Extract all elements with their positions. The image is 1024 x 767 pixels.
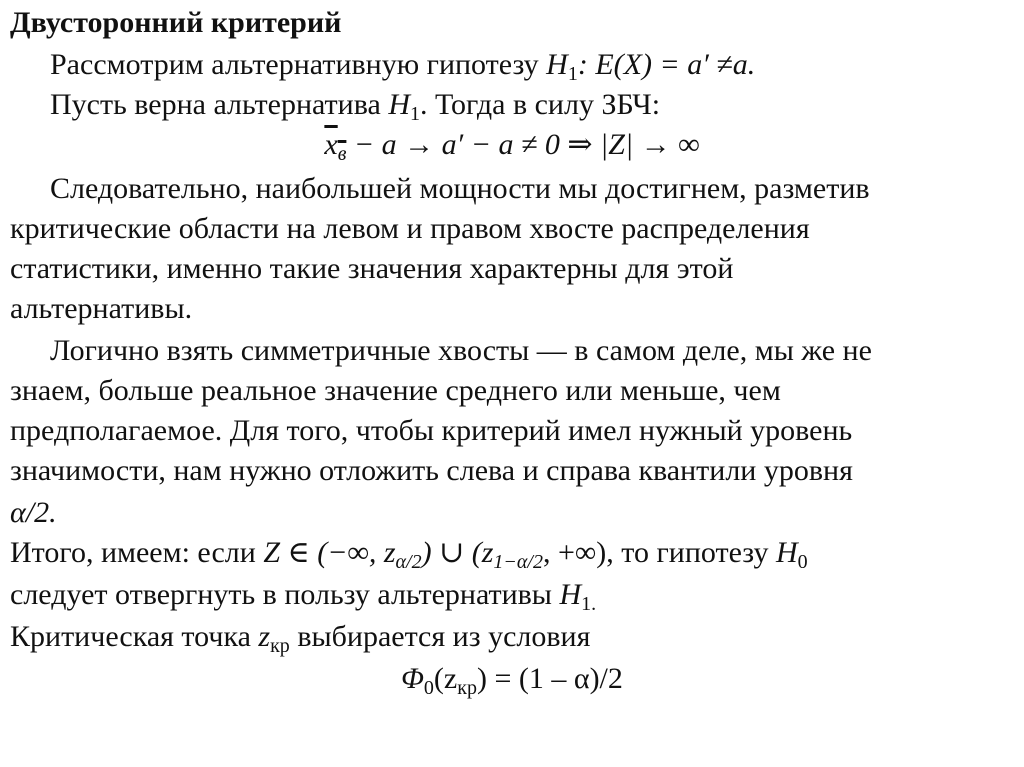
conclusion-end: , +∞), то гипотезу [542,536,776,569]
formula-xbar: $x_в$ [324,128,347,165]
alternative-text: Пусть верна альтернатива [50,88,389,121]
formula-phi-sub: 0 [423,677,434,699]
formula-lln-rest: − a → a′ − a ≠ 0 ⇒ |Z| → ∞ [346,128,700,161]
critical-rest: выбирается из условия [289,620,591,653]
paragraph2-line5: α/2. [10,496,57,529]
critical-z: z [258,620,271,653]
formula-critical [0,662,1024,699]
conclusion-h1: H [559,578,582,611]
slide-title: Двусторонний критерий [10,6,342,39]
conclusion-h0: H [776,536,798,569]
hypothesis-symbol: H [546,48,568,81]
formula-rest: ) = (1 – α)/2 [476,662,623,695]
paragraph2-line1: Логично взять симметричные хвосты — в самом деле, мы же не [50,334,872,367]
hypothesis-subscript: 1 [567,63,578,85]
critical-point-line [10,620,591,657]
formula-lln [0,128,1024,165]
conclusion-text: Итого, имеем: если [10,536,264,569]
paragraph1-line3: статистики, именно такие значения характерны для этой [10,252,734,285]
alternative-subscript: 1 [409,103,420,125]
hypothesis-text: Рассмотрим альтернативную гипотезу [50,48,547,81]
conclusion-line1 [10,536,808,573]
formula-kr-sub: кр [457,677,477,699]
conclusion-h1-sub: 1. [581,593,597,615]
critical-text: Критическая точка [10,620,259,653]
paragraph2-line4: значимости, нам нужно отложить слева и справа квантили уровня [10,454,853,487]
hypothesis-expression: : E(X) = a′ ≠a. [577,48,756,81]
formula-open: (z [433,662,458,695]
conclusion-sub-right: 1−α/2 [493,551,543,573]
conclusion-union: ) ∪ (z [421,536,494,569]
conclusion-set: Z ∈ (−∞, z [263,536,396,569]
paragraph1-line2: критические области на левом и правом хвосте распределения [10,212,810,245]
alternative-symbol: H [388,88,410,121]
paragraph1-line4: альтернативы. [10,292,193,325]
critical-sub: кр [270,635,290,657]
paragraph2-line3: предполагаемое. Для того, чтобы критерий имел нужный уровень [10,414,853,447]
formula-phi: Φ [401,662,424,695]
conclusion-line2 [10,578,597,615]
conclusion-sub-left: α/2 [395,551,422,573]
paragraph1-line1: Следовательно, наибольшей мощности мы достигнем, разметив [50,172,870,205]
conclusion-h0-sub: 0 [797,551,808,573]
alternative-line [50,88,661,125]
conclusion-reject-text: следует отвергнуть в пользу альтернативы [10,578,560,611]
hypothesis-line [50,48,756,85]
paragraph2-line2: знаем, больше реальное значение среднего или меньше, чем [10,374,781,407]
alternative-rest: . Тогда в силу ЗБЧ: [419,88,661,121]
